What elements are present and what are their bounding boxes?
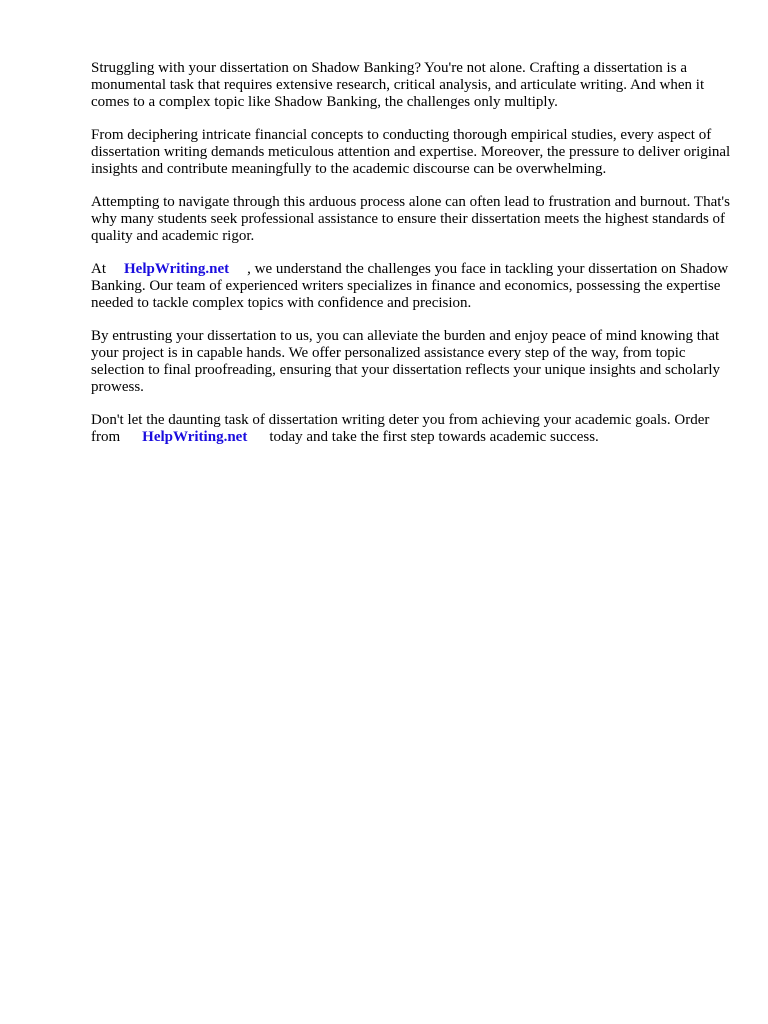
helpwriting-link[interactable]: HelpWriting.net xyxy=(124,261,230,277)
paragraph-intro: Struggling with your dissertation on Shadow Banking? You're not alone. Crafting a dissertation is a monumental task that requires extensive research, critical analysis, and articulate writing. And when it comes to a complex topic like Shadow Banking, the challenges only multiply. xyxy=(91,60,705,110)
cta-line-1: Don't let the daunting task of dissertation writing deter you from achieving your academic goals. xyxy=(91,412,671,428)
paragraph-assistance: Attempting to navigate through this arduous process alone can often lead to frustration and burnout. That's why many students seek professional assistance to ensure their dissertation meets the highest standards of quality and academic rigor. xyxy=(91,194,730,244)
cta-order-suffix: today and take the first step towards academic success. xyxy=(269,429,599,445)
helpwriting-order-link[interactable]: HelpWriting.net xyxy=(142,429,248,445)
paragraph-service-prefix: At xyxy=(91,261,106,277)
cta-order-prefix: Order from xyxy=(91,412,710,445)
paragraph-benefits: By entrusting your dissertation to us, you can alleviate the burden and enjoy peace of mind knowing that your project is in capable hands. We offer personalized assistance every step of the way, from topic selection to final proofreading, ensuring that your dissertation reflects your unique insights and scholarly prowess. xyxy=(91,328,721,395)
paragraph-challenges: From deciphering intricate financial concepts to conducting thorough empirical studies, every aspect of dissertation writing demands meticulous attention and expertise. Moreover, the pressure to deliver original insights and contribute meaningfully to the academic discourse can be overwhelming. xyxy=(91,127,731,177)
paragraph-service xyxy=(91,261,731,312)
document-page xyxy=(91,60,731,462)
paragraph-call-to-action xyxy=(91,412,731,446)
paragraph-service-body: , we understand the challenges you face in tackling your dissertation on Shadow Banking. Our team of experienced writers specializes in finance and economics, possessing the expertise needed to tackle complex topics with confidence and precision. xyxy=(91,261,729,311)
